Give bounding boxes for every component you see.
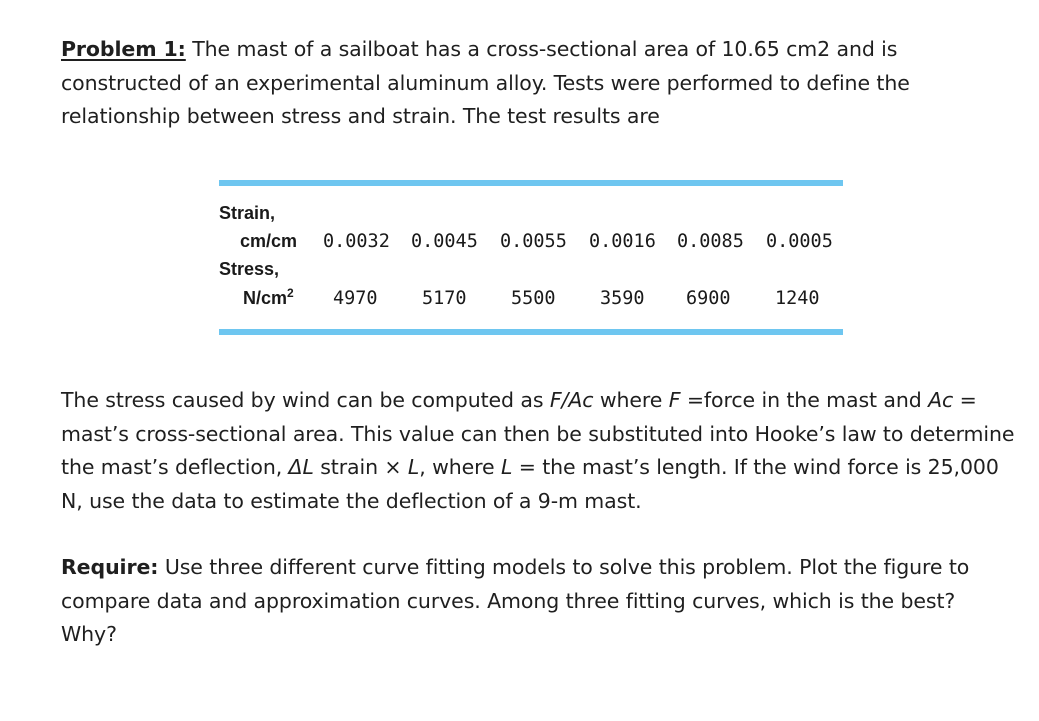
description-text: = the mast’s length. If the wind force is 25,000 N, use the data to estimate the deflection of a 9-m mast. [61, 455, 999, 513]
stress-value: 3590 [600, 288, 645, 309]
stress-unit-exponent: 2 [287, 286, 294, 300]
requirement-paragraph [61, 551, 1001, 652]
stress-value: 6900 [686, 288, 731, 309]
description-text: , where [419, 455, 501, 479]
strain-value: 0.0085 [677, 231, 744, 252]
variable-deflection: ΔL [288, 455, 314, 479]
strain-value: 0.0045 [411, 231, 478, 252]
variable-length: L [500, 455, 513, 479]
table-top-rule [219, 180, 843, 186]
description-text: The stress caused by wind can be computed as [61, 388, 550, 412]
stress-unit-base: N/cm [243, 288, 288, 308]
stress-label: Stress, [219, 259, 280, 279]
description-text: =force in the mast and [680, 388, 929, 412]
strain-value: 0.0016 [589, 231, 656, 252]
requirement-heading: Require: [61, 555, 159, 579]
description-text: strain × [313, 455, 408, 479]
stress-value: 5170 [422, 288, 467, 309]
requirement-text: Use three different curve fitting models to solve this problem. Plot the figure to compare data and approximation curves. Among three fitting curves, which is the best? Why? [61, 555, 970, 646]
test-results-table [219, 180, 843, 335]
table-bottom-rule [219, 329, 843, 335]
stress-unit [243, 288, 294, 309]
problem-heading: Problem 1: [61, 37, 186, 61]
formula-stress: F/Ac [549, 388, 594, 412]
strain-unit: cm/cm [240, 231, 298, 251]
description-paragraph [61, 384, 1021, 518]
problem-text: The mast of a sailboat has a cross-sectional area of 10.65 cm2 and is constructed of an experimental aluminum alloy. Tests were performed to define the relationship between stress and strain. The test results are [61, 37, 910, 128]
strain-value: 0.0055 [500, 231, 567, 252]
stress-value: 1240 [775, 288, 820, 309]
stress-value: 4970 [333, 288, 378, 309]
description-text: where [593, 388, 669, 412]
strain-value: 0.0005 [766, 231, 833, 252]
variable-length: L [407, 455, 420, 479]
stress-value: 5500 [511, 288, 556, 309]
strain-value: 0.0032 [323, 231, 390, 252]
variable-force: F [668, 388, 681, 412]
problem-statement [61, 33, 1001, 134]
strain-label: Strain, [219, 203, 276, 223]
variable-area: Ac [928, 388, 954, 412]
description-text: = mast’s cross-sectional area. This value can then be substituted into Hooke’s law to determine the mast’s deflection, [61, 388, 1015, 479]
